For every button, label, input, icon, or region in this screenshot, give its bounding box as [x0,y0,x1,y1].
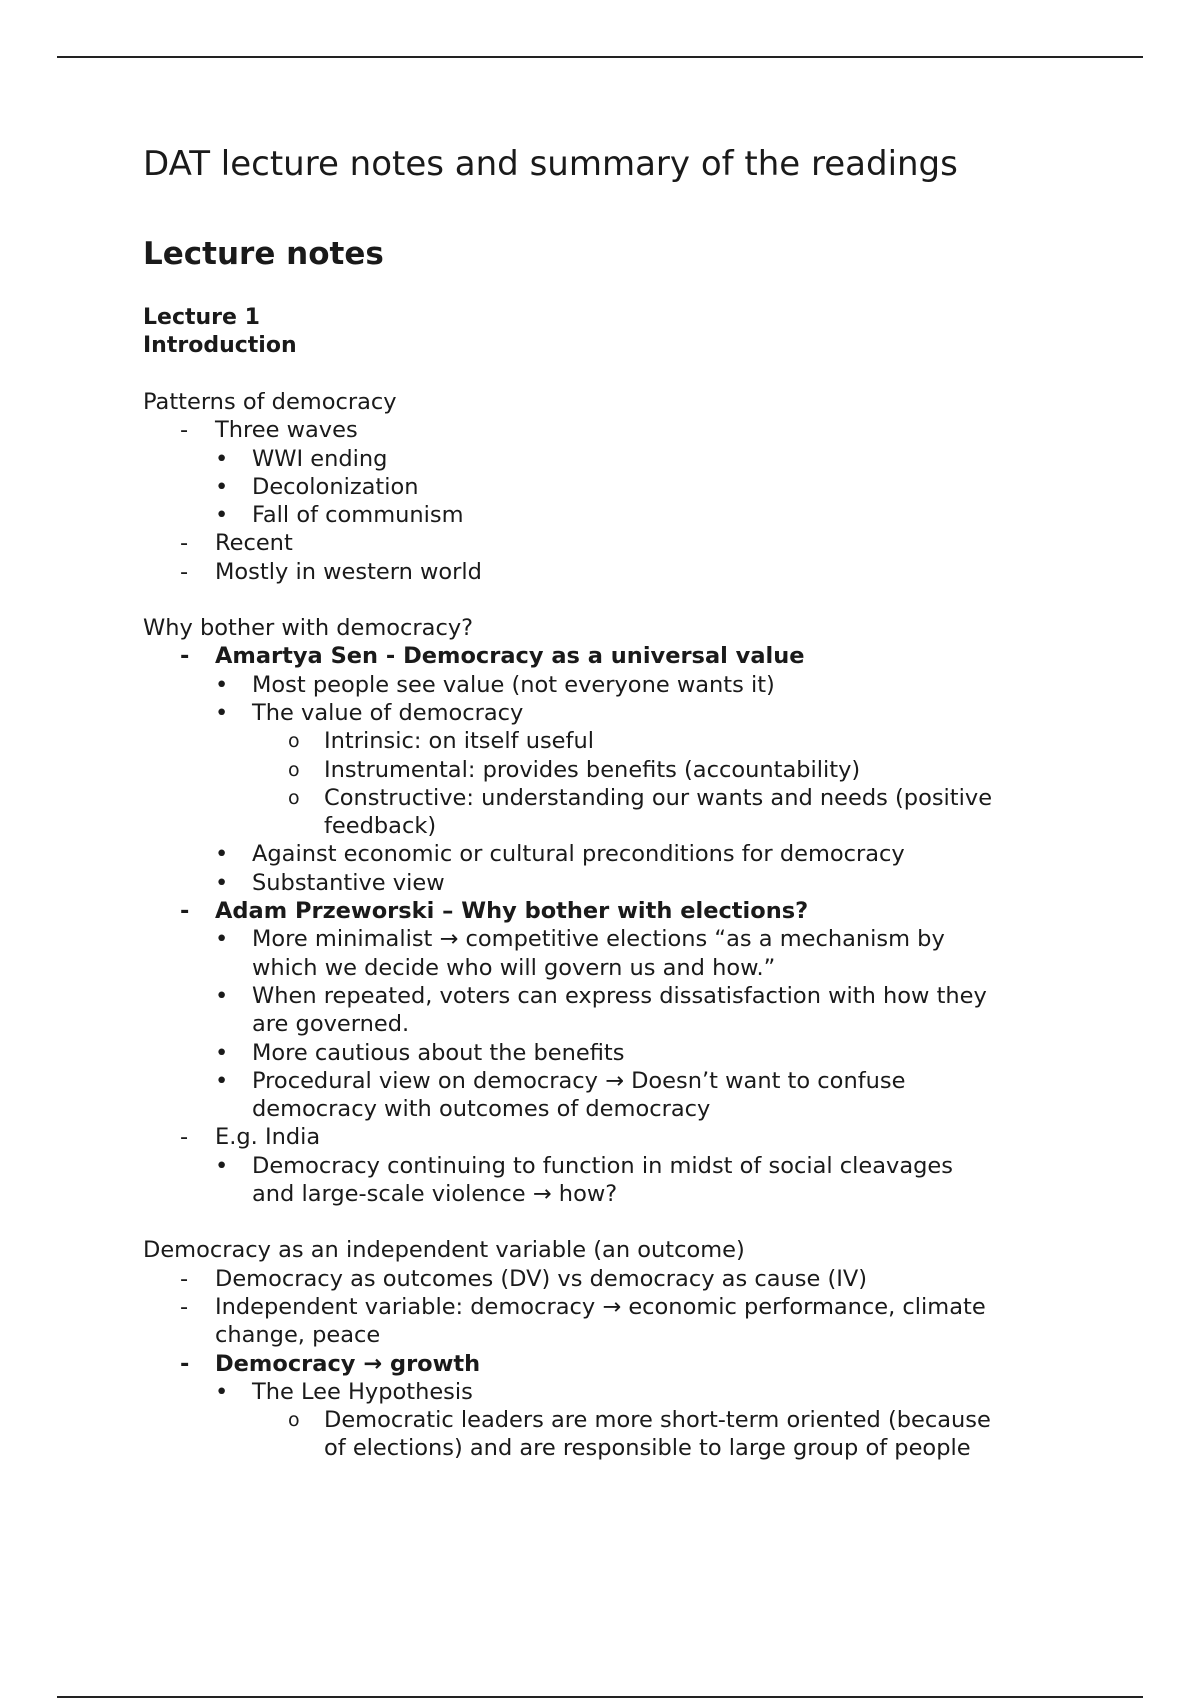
list-item-text: When repeated, voters can express dissatisfaction with how they [252,982,987,1009]
list-item-text: Independent variable: democracy → economic performance, climate [215,1293,986,1320]
list-item [143,784,1063,812]
list-item-text: More cautious about the benefits [252,1039,625,1066]
list-item [143,727,1063,755]
dot-bullet: • [215,445,229,472]
list-item [143,1378,1063,1406]
list-item-text: Democratic leaders are more short-term oriented (because [324,1407,991,1434]
list-item-text: Substantive view [252,869,445,896]
list-item-text: Fall of communism [252,502,464,529]
dash-bullet: - [180,417,189,444]
dash-bullet: - [180,558,189,585]
document-title: DAT lecture notes and summary of the readings [143,144,958,184]
list-item-text: Democracy as outcomes (DV) vs democracy as cause (IV) [215,1265,868,1292]
independent-heading: Democracy as an independent variable (an outcome) [143,1237,745,1264]
dot-bullet: • [215,473,229,500]
section-title: Lecture notes [143,236,384,272]
list-item-continuation [143,1010,1063,1038]
list-item [143,1067,1063,1095]
list-item [143,1406,1063,1434]
dot-bullet: • [215,1378,229,1405]
list-item-text: Intrinsic: on itself useful [324,728,594,755]
dash-bullet: - [180,1350,190,1377]
dash-bullet: - [180,1293,189,1320]
list-item [143,416,1063,444]
list-item-continuation [143,1321,1063,1349]
list-item-text: Instrumental: provides benefits (accountability) [324,756,861,783]
dash-bullet: - [180,1265,189,1292]
list-item-text: Recent [215,530,293,557]
dash-bullet: - [180,643,190,670]
why-bother-heading: Why bother with democracy? [143,615,474,642]
list-item-text: Democracy continuing to function in midst of social cleavages [252,1152,953,1179]
why-bother-block [143,614,1063,1208]
list-item-continuation [143,954,1063,982]
list-item-text: and large-scale violence → how? [252,1181,618,1208]
dash-bullet: - [180,530,189,557]
list-item-text: of elections) and are responsible to large group of people [324,1435,971,1462]
list-item [143,897,1063,925]
list-item [143,1039,1063,1067]
dot-bullet: • [215,699,229,726]
list-item-text: Mostly in western world [215,558,482,585]
dot-bullet: • [215,502,229,529]
document-body [143,140,1063,1463]
list-item-text: change, peace [215,1322,381,1349]
list-item [143,1265,1063,1293]
list-item [143,925,1063,953]
list-item-text: Three waves [215,417,358,444]
circle-bullet: o [288,786,300,809]
list-item-text: Democracy → growth [215,1350,481,1377]
list-item-text: The value of democracy [252,699,524,726]
list-item [143,1123,1063,1151]
list-item-text: WWI ending [252,445,388,472]
list-item [143,501,1063,529]
dot-bullet: • [215,982,229,1009]
circle-bullet: o [288,1409,300,1432]
list-item-text: E.g. India [215,1124,321,1151]
list-item [143,642,1063,670]
list-item [143,1152,1063,1180]
list-item-text: Adam Przeworski – Why bother with elections? [215,898,809,925]
patterns-heading: Patterns of democracy [143,389,397,415]
header-rule [57,56,1143,58]
list-item-continuation [143,1180,1063,1208]
dot-bullet: • [215,1152,229,1179]
list-item-text: More minimalist → competitive elections “as a mechanism by [252,926,945,953]
list-item-continuation [143,812,1063,840]
list-item-text: Against economic or cultural preconditions for democracy [252,841,905,868]
list-item [143,529,1063,557]
dot-bullet: • [215,1067,229,1094]
dot-bullet: • [215,926,229,953]
dot-bullet: • [215,869,229,896]
circle-bullet: o [288,758,300,781]
list-item [143,671,1063,699]
list-item-continuation [143,1434,1063,1462]
patterns-block [143,388,1063,586]
circle-bullet: o [288,730,300,753]
list-item [143,1293,1063,1321]
lecture-heading [143,304,1063,360]
list-item-text: Procedural view on democracy → Doesn’t want to confuse [252,1067,906,1094]
list-item [143,445,1063,473]
lecture-number: Lecture 1 [143,305,260,330]
list-item [143,558,1063,586]
list-item-text: Decolonization [252,473,419,500]
list-item [143,756,1063,784]
list-item [143,1350,1063,1378]
list-item-text: democracy with outcomes of democracy [252,1096,711,1123]
list-item [143,840,1063,868]
list-item-text: The Lee Hypothesis [252,1378,473,1405]
dash-bullet: - [180,898,190,925]
dot-bullet: • [215,841,229,868]
list-item [143,869,1063,897]
list-item-text: Most people see value (not everyone wants it) [252,671,775,698]
lecture-topic: Introduction [143,333,297,358]
independent-variable-block [143,1236,1063,1462]
list-item-text: Constructive: understanding our wants and needs (positive [324,784,993,811]
dot-bullet: • [215,671,229,698]
list-item-continuation [143,1095,1063,1123]
list-item-text: Amartya Sen - Democracy as a universal value [215,643,805,670]
list-item [143,982,1063,1010]
list-item [143,473,1063,501]
dot-bullet: • [215,1039,229,1066]
dash-bullet: - [180,1124,189,1151]
list-item [143,699,1063,727]
footer-rule [57,1696,1143,1698]
list-item-text: feedback) [324,813,437,840]
list-item-text: are governed. [252,1011,410,1038]
list-item-text: which we decide who will govern us and how.” [252,954,776,981]
